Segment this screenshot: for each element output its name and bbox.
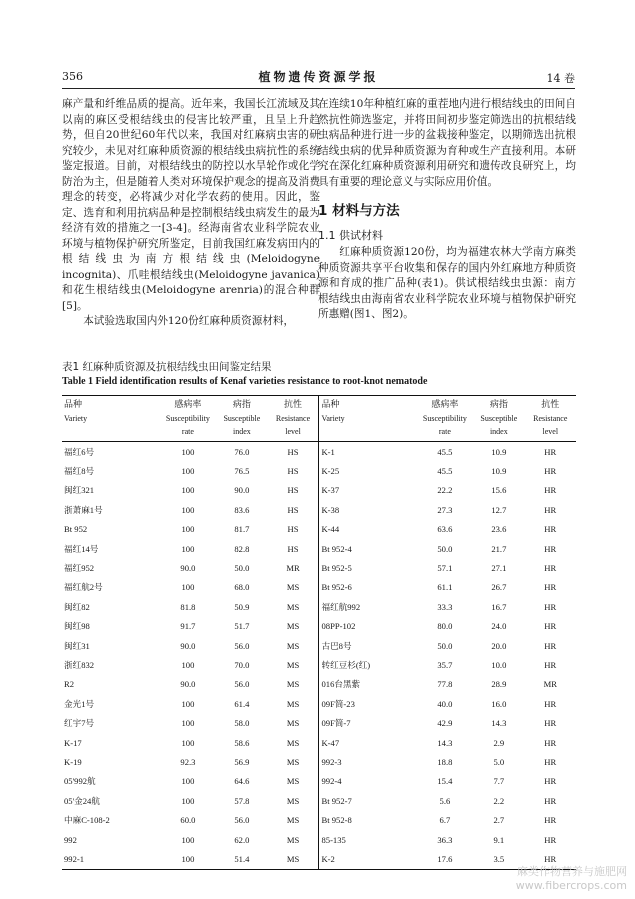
section-heading: 1 材料与方法 — [318, 203, 400, 219]
column-header-index: 病指 Susceptible index — [480, 400, 518, 436]
cell-rate: 63.6 — [437, 524, 453, 535]
cell-rate: 5.6 — [439, 795, 451, 806]
cell-rate: 33.3 — [437, 601, 453, 612]
cell-rate: 100 — [181, 659, 195, 670]
cell-level: HR — [544, 446, 557, 457]
cell-variety: 016台黑紫 — [319, 675, 417, 694]
cell-rate: 100 — [181, 795, 195, 806]
table-row — [62, 655, 576, 674]
cell-index: 50.9 — [234, 601, 250, 612]
cell-variety: 福红6号 — [64, 446, 95, 457]
cell-rate: 80.0 — [437, 621, 453, 632]
cell-rate: 57.1 — [437, 563, 453, 574]
cell-index: 21.7 — [491, 543, 507, 554]
cell-index: 7.7 — [493, 776, 505, 787]
results-table — [62, 395, 576, 870]
cell-variety: 08PP-102 — [319, 617, 417, 636]
cell-rate: 91.7 — [180, 621, 196, 632]
cell-index: 90.0 — [234, 485, 250, 496]
cell-level: HR — [544, 524, 557, 535]
column-header-rate: 感病率 Susceptibility rate — [422, 400, 467, 436]
cell-level: HR — [544, 543, 557, 554]
volume-label: 14 卷 — [546, 72, 575, 85]
cell-index: 56.0 — [234, 679, 250, 690]
cell-level: HR — [544, 698, 557, 709]
cell-variety: 闽红321 — [64, 485, 95, 496]
cell-index: 83.6 — [234, 504, 250, 515]
cell-rate: 92.3 — [180, 756, 196, 767]
cell-rate: 42.9 — [437, 718, 453, 729]
cell-rate: 100 — [181, 737, 195, 748]
cell-variety: 闽红82 — [64, 601, 90, 612]
cell-level: HR — [544, 776, 557, 787]
cell-rate: 36.3 — [437, 834, 453, 845]
cell-level: HR — [544, 563, 557, 574]
cell-index: 76.0 — [234, 446, 250, 457]
cell-level: MS — [286, 621, 300, 632]
body-paragraph: 麻产量和纤维品质的提高。近年来，我国长江流域及其以南的麻区受根结线虫的侵害比较严重，且呈上升趋势，但自20世纪60年代以来，我国对红麻病虫害的研究较少，未见对红麻种质资源的根结线虫病抗性的系统鉴定报道。目前，对根结线虫的防控以水旱轮作或化学防治为主，但是随着人类对环境保护观念的提高及消费理念的转变，必将减少对化学农药的使用。因此，鉴定、选育和利用抗病品种是控制根结线虫病发生的最为经济有效的措施之一[3-4]。经海南省农业科学院农业环境与植物保护研究所鉴定，目前我国红麻发病田内的根结线虫为南方根结线虫(Meloidogyne incognita)、爪哇根结线虫(Meloidogyne javanica)和花生根结线虫(Meloidogyne arenria)的混合种群[5]。 — [62, 98, 320, 312]
cell-index: 24.0 — [491, 621, 507, 632]
page-number: 356 — [62, 70, 83, 83]
cell-index: 81.7 — [234, 524, 250, 535]
cell-variety: 09F简-23 — [319, 694, 417, 713]
cell-level: HR — [544, 853, 557, 864]
cell-index: 56.0 — [234, 815, 250, 826]
cell-rate: 100 — [181, 543, 195, 554]
cell-variety: 福红952 — [64, 563, 95, 574]
body-paragraph: 本试验选取国内外120份红麻种质资源材料， — [83, 315, 295, 327]
body-paragraph: 红麻种质资源120份，均为福建农林大学南方麻类种质资源共享平台收集和保存的国内外红麻地方种质资源和育成的推广品种(表1)。供试根结线虫虫源：南方根结线虫由海南省农业科学院农业环境与植物保护研究所惠赠(图1、图2)。 — [318, 246, 576, 320]
cell-variety: K-44 — [319, 520, 417, 539]
cell-index: 10.9 — [491, 446, 507, 457]
table-row — [62, 520, 576, 539]
table-row — [62, 733, 576, 752]
cell-index: 10.0 — [491, 659, 507, 670]
cell-level: MS — [286, 582, 300, 593]
table-row — [62, 694, 576, 713]
body-paragraph: 在连续10年种植红麻的重茬地内进行根结线虫的田间自然抗性筛选鉴定，并将田间初步鉴定筛选出的抗根结线虫病品种进行进一步的盆栽接种鉴定，以期筛选出抗根结线虫病的优异种质资源为育种或生产直接利用。本研究在深化红麻种质资源利用研究和遗传改良研究上，均具有重要的理论意义与实际应用价值。 — [318, 98, 576, 188]
cell-level: HR — [544, 601, 557, 612]
cell-rate: 100 — [181, 776, 195, 787]
cell-rate: 90.0 — [180, 563, 196, 574]
cell-level: HR — [544, 504, 557, 515]
cell-level: MS — [286, 737, 300, 748]
cell-index: 82.8 — [234, 543, 250, 554]
cell-index: 9.1 — [493, 834, 505, 845]
cell-level: HR — [544, 582, 557, 593]
cell-index: 28.9 — [491, 679, 507, 690]
cell-level: MS — [286, 601, 300, 612]
cell-level: HR — [544, 621, 557, 632]
table-row — [62, 810, 576, 829]
cell-rate: 18.8 — [437, 756, 453, 767]
cell-level: HR — [544, 640, 557, 651]
cell-rate: 100 — [181, 446, 195, 457]
cell-index: 51.4 — [234, 853, 250, 864]
cell-variety: 中麻C-108-2 — [64, 815, 110, 826]
cell-rate: 100 — [181, 504, 195, 515]
watermark-line: 麻类作物营养与施肥网 — [517, 865, 627, 878]
table-header-row — [62, 396, 576, 442]
cell-variety: Bt 952-6 — [319, 578, 417, 597]
cell-level: MS — [286, 815, 300, 826]
cell-index: 56.0 — [234, 640, 250, 651]
journal-title: 植物遗传资源学报 — [258, 70, 379, 84]
table-row — [62, 830, 576, 849]
right-text-column — [318, 97, 576, 323]
table-row — [62, 539, 576, 558]
cell-rate: 50.0 — [437, 543, 453, 554]
table-row — [62, 752, 576, 771]
cell-variety: K-47 — [319, 733, 417, 752]
table-row — [62, 636, 576, 655]
cell-variety: 福红14号 — [64, 543, 99, 554]
cell-variety: 转红豆杉(红) — [319, 655, 417, 674]
cell-index: 10.9 — [491, 466, 507, 477]
cell-variety: Bt 952-5 — [319, 558, 417, 577]
cell-level: HS — [287, 543, 299, 554]
cell-index: 57.8 — [234, 795, 250, 806]
cell-index: 62.0 — [234, 834, 250, 845]
cell-rate: 50.0 — [437, 640, 453, 651]
cell-rate: 27.3 — [437, 504, 453, 515]
cell-rate: 45.5 — [437, 446, 453, 457]
cell-variety: 09F简-7 — [319, 713, 417, 732]
cell-index: 68.0 — [234, 582, 250, 593]
column-header-level: 抗性 Resistance level — [533, 400, 568, 436]
cell-level: HR — [544, 659, 557, 670]
column-header-index: 病指 Susceptible index — [223, 400, 261, 436]
cell-level: HS — [287, 485, 299, 496]
cell-variety: 992-4 — [319, 772, 417, 791]
table-row — [62, 675, 576, 694]
cell-level: MR — [543, 679, 557, 690]
cell-level: MS — [286, 659, 300, 670]
table-caption-en: Table 1 Field identification results of Kenaf varieties resistance to root-knot nematode — [62, 376, 428, 387]
running-header — [62, 66, 575, 89]
column-header-level: 抗性 Resistance level — [275, 400, 311, 436]
cell-variety: 古巴8号 — [319, 636, 417, 655]
cell-variety: K-2 — [319, 849, 417, 869]
cell-rate: 100 — [181, 834, 195, 845]
cell-index: 61.4 — [234, 698, 250, 709]
cell-index: 5.0 — [493, 756, 505, 767]
cell-index: 2.7 — [493, 815, 505, 826]
cell-variety: K-37 — [319, 481, 417, 500]
cell-variety: K-38 — [319, 500, 417, 519]
cell-variety: 红宇7号 — [64, 718, 95, 729]
cell-rate: 6.7 — [439, 815, 451, 826]
cell-rate: 100 — [181, 466, 195, 477]
cell-variety: 金光1号 — [64, 698, 95, 709]
table-row — [62, 849, 576, 869]
cell-rate: 90.0 — [180, 640, 196, 651]
cell-level: HR — [544, 485, 557, 496]
table-row — [62, 442, 576, 462]
cell-index: 14.3 — [491, 718, 507, 729]
cell-variety: 福红8号 — [64, 466, 95, 477]
cell-variety: 闽红98 — [64, 621, 90, 632]
cell-rate: 90.0 — [180, 679, 196, 690]
cell-level: HR — [544, 795, 557, 806]
cell-index: 15.6 — [491, 485, 507, 496]
cell-rate: 100 — [181, 485, 195, 496]
cell-variety: 闽红31 — [64, 640, 90, 651]
cell-variety: 992 — [64, 834, 77, 845]
column-header-rate: 感病率 Susceptibility rate — [165, 400, 210, 436]
cell-variety: Bt 952-4 — [319, 539, 417, 558]
cell-index: 20.0 — [491, 640, 507, 651]
cell-index: 12.7 — [491, 504, 507, 515]
left-text-column — [62, 97, 320, 330]
cell-variety: K-1 — [319, 442, 417, 462]
cell-level: HR — [544, 815, 557, 826]
table-row — [62, 558, 576, 577]
cell-index: 26.7 — [491, 582, 507, 593]
cell-level: MS — [286, 698, 300, 709]
table-row — [62, 713, 576, 732]
cell-variety: Bt 952 — [64, 524, 88, 535]
cell-variety: 05'金24航 — [64, 795, 100, 806]
cell-level: MS — [286, 776, 300, 787]
cell-index: 2.9 — [493, 737, 505, 748]
cell-level: MS — [286, 756, 300, 767]
cell-variety: 浙红832 — [64, 659, 95, 670]
cell-level: MR — [286, 563, 300, 574]
cell-level: HR — [544, 756, 557, 767]
cell-level: MS — [286, 853, 300, 864]
column-header-variety: 品种 Variety — [319, 396, 417, 442]
table-row — [62, 617, 576, 636]
watermark-line: www.fibercrops.com — [515, 879, 627, 892]
cell-variety: 福红航992 — [319, 597, 417, 616]
cell-index: 2.2 — [493, 795, 505, 806]
cell-level: MS — [286, 679, 300, 690]
cell-rate: 35.7 — [437, 659, 453, 670]
table-row — [62, 597, 576, 616]
table-row — [62, 500, 576, 519]
cell-level: HS — [287, 524, 299, 535]
cell-rate: 15.4 — [437, 776, 453, 787]
cell-index: 56.9 — [234, 756, 250, 767]
cell-variety: 浙萧麻1号 — [64, 504, 103, 515]
cell-level: MS — [286, 795, 300, 806]
cell-level: MS — [286, 640, 300, 651]
cell-rate: 17.6 — [437, 853, 453, 864]
watermark — [516, 865, 627, 893]
cell-rate: 100 — [181, 524, 195, 535]
cell-variety: R2 — [64, 679, 75, 690]
table-row — [62, 461, 576, 480]
cell-level: HR — [544, 834, 557, 845]
table-row — [62, 791, 576, 810]
cell-level: HR — [544, 737, 557, 748]
cell-variety: 85-135 — [319, 830, 417, 849]
cell-index: 27.1 — [491, 563, 507, 574]
cell-rate: 77.8 — [437, 679, 453, 690]
cell-variety: K-17 — [64, 737, 82, 748]
cell-index: 58.0 — [234, 718, 250, 729]
cell-level: HS — [287, 504, 299, 515]
cell-variety: Bt 952-7 — [319, 791, 417, 810]
cell-index: 16.7 — [491, 601, 507, 612]
table-row — [62, 481, 576, 500]
cell-rate: 81.8 — [180, 601, 196, 612]
table-body — [62, 442, 576, 870]
cell-rate: 100 — [181, 698, 195, 709]
cell-rate: 14.3 — [437, 737, 453, 748]
cell-level: MS — [286, 718, 300, 729]
table-row — [62, 772, 576, 791]
cell-index: 58.6 — [234, 737, 250, 748]
cell-rate: 22.2 — [437, 485, 453, 496]
cell-index: 16.0 — [491, 698, 507, 709]
cell-rate: 100 — [181, 582, 195, 593]
cell-variety: 992-1 — [64, 853, 85, 864]
cell-rate: 100 — [181, 853, 195, 864]
cell-index: 76.5 — [234, 466, 250, 477]
cell-variety: 福红航2号 — [64, 582, 103, 593]
table-row — [62, 578, 576, 597]
cell-rate: 61.1 — [437, 582, 453, 593]
cell-level: HR — [544, 466, 557, 477]
cell-variety: 05'992航 — [64, 776, 96, 787]
cell-variety: K-25 — [319, 461, 417, 480]
cell-variety: Bt 952-8 — [319, 810, 417, 829]
cell-rate: 45.5 — [437, 466, 453, 477]
cell-rate: 60.0 — [180, 815, 196, 826]
cell-rate: 40.0 — [437, 698, 453, 709]
cell-level: HR — [544, 718, 557, 729]
cell-index: 50.0 — [234, 563, 250, 574]
cell-level: MS — [286, 834, 300, 845]
cell-index: 64.6 — [234, 776, 250, 787]
subsection-heading: 1.1 供试材料 — [318, 228, 383, 242]
cell-level: HS — [287, 466, 299, 477]
cell-variety: 992-3 — [319, 752, 417, 771]
cell-index: 3.5 — [493, 853, 505, 864]
cell-rate: 100 — [181, 718, 195, 729]
cell-index: 70.0 — [234, 659, 250, 670]
cell-index: 23.6 — [491, 524, 507, 535]
table-caption-cn: 表1 红麻种质资源及抗根结线虫田间鉴定结果 — [62, 361, 272, 373]
cell-index: 51.7 — [234, 621, 250, 632]
column-header-variety: 品种 Variety — [64, 400, 88, 423]
cell-variety: K-19 — [64, 756, 82, 767]
cell-level: HS — [287, 446, 299, 457]
